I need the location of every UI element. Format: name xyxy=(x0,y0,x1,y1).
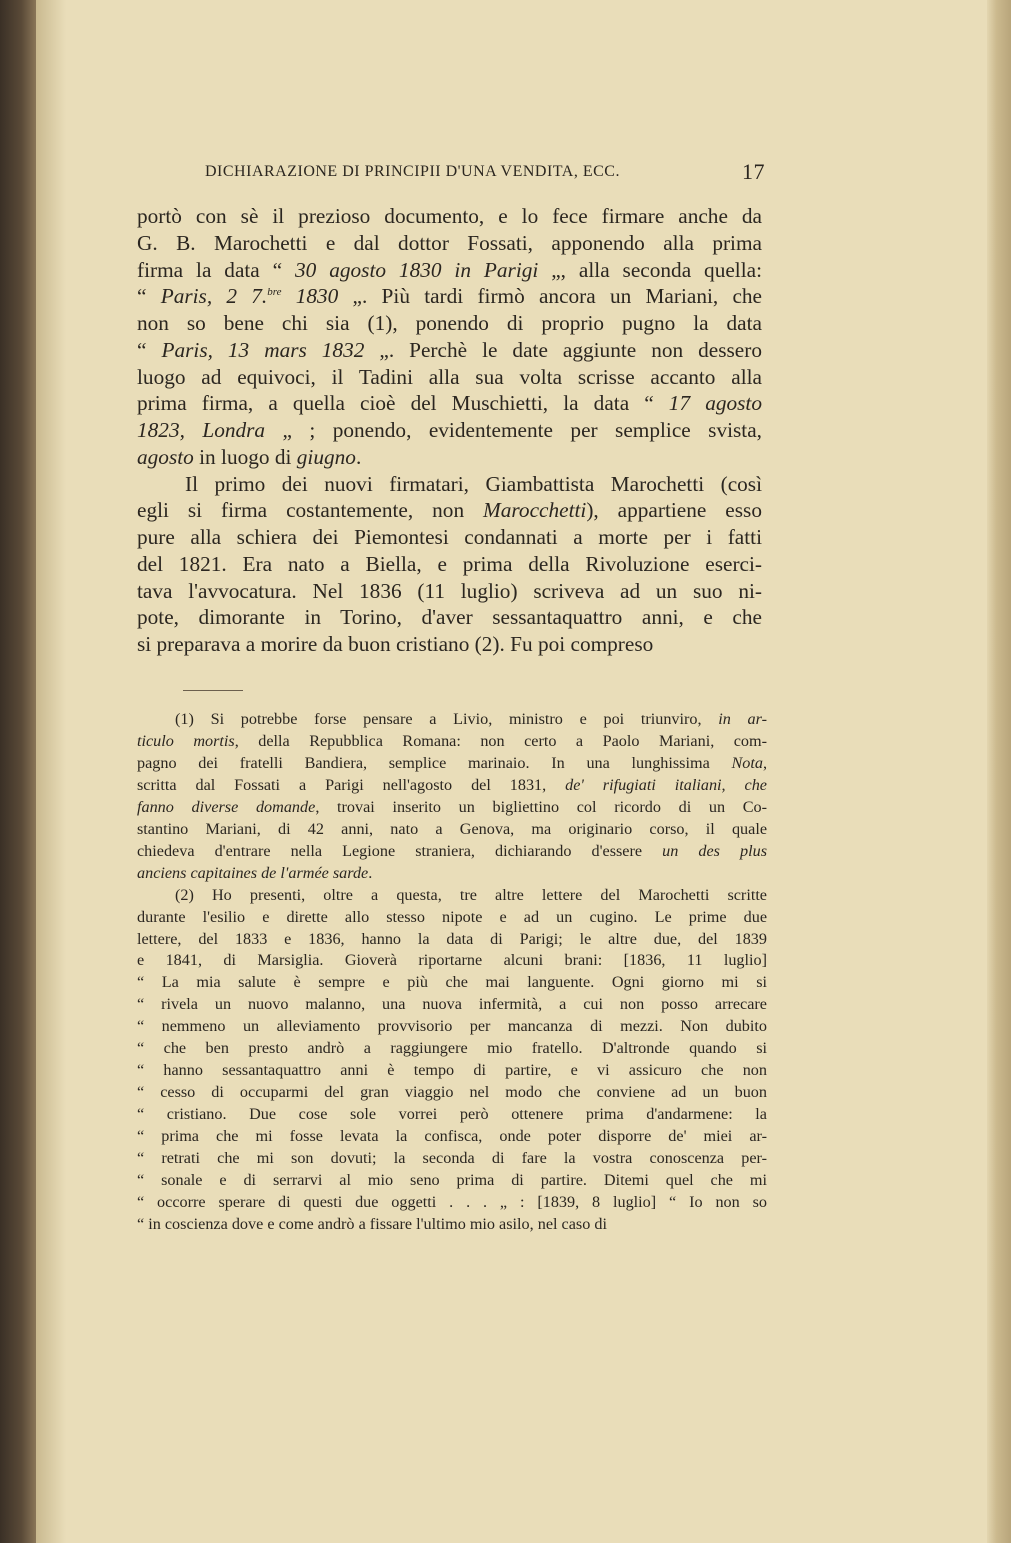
text-span: durante l'esilio e dirette allo stesso nipote e ad un cugino. Le prime due xyxy=(137,907,767,926)
text-line xyxy=(137,1082,767,1104)
text-span: . xyxy=(368,863,373,882)
text-span: G. B. Marochetti e dal dottor Fossati, apponendo alla prima xyxy=(137,230,762,255)
text-span: in luogo di xyxy=(193,444,297,469)
text-span: si preparava a morire da buon cristiano (2). Fu poi compreso xyxy=(137,632,654,656)
italic-text: Nota xyxy=(731,753,763,772)
text-span: „. Più tardi firmò ancora un Mariani, che xyxy=(338,284,762,309)
page-right-edge xyxy=(987,0,1011,1543)
text-span: ), appartiene esso xyxy=(586,498,762,523)
text-span: “ La mia salute è sempre e più che mai languente. Ogni giorno mi si xyxy=(137,973,767,992)
text-line xyxy=(137,364,762,391)
text-span: , trovai inserito un bigliettino col ricordo di un Co- xyxy=(315,797,768,816)
running-title: DICHIARAZIONE DI PRINCIPII D'UNA VENDITA, ECC. xyxy=(205,163,620,180)
text-line xyxy=(137,203,762,230)
text-line xyxy=(137,1148,767,1170)
text-line xyxy=(137,1038,767,1060)
text-span: firma la data “ xyxy=(137,257,296,282)
text-line xyxy=(137,471,762,498)
text-span: „ ; ponendo, evidentemente per semplice svista, xyxy=(265,418,763,442)
text-line xyxy=(137,1214,767,1236)
text-span: non so bene chi sia (1), ponendo di proprio pugno la data xyxy=(137,311,762,335)
text-line xyxy=(137,444,762,471)
italic-text: 17 agosto xyxy=(668,391,762,416)
text-line xyxy=(137,551,762,578)
text-span: „. Perchè le date aggiunte non dessero xyxy=(364,337,763,362)
italic-text: Paris, 2 7. xyxy=(160,284,268,309)
text-line xyxy=(137,257,762,284)
italic-text: de' rifugiati italiani, che xyxy=(565,775,767,794)
text-line xyxy=(137,819,767,841)
text-line xyxy=(137,1170,767,1192)
text-span: “ nemmeno un alleviamento provvisorio per mancanza di mezzi. Non dubito xyxy=(137,1017,767,1036)
text-line xyxy=(137,753,767,775)
text-span: (2) Ho presenti, oltre a questa, tre altre lettere del Marochetti scritte xyxy=(175,885,767,904)
italic-text: 1823, Londra xyxy=(137,418,266,442)
text-line xyxy=(137,230,762,257)
page-number: 17 xyxy=(742,159,765,184)
text-span: portò con sè il prezioso documento, e lo fece firmare anche da xyxy=(137,204,762,228)
text-span: pote, dimorante in Torino, d'aver sessantaquattro anni, e che xyxy=(137,605,762,630)
text-line xyxy=(137,604,762,631)
text-span: e 1841, di Marsiglia. Gioverà riportarne alcuni brani: [1836, 11 luglio] xyxy=(137,951,767,970)
italic-text: 1830 xyxy=(281,284,339,309)
text-line xyxy=(137,709,767,731)
text-line xyxy=(137,417,762,444)
text-line xyxy=(137,841,767,863)
italic-text: ticulo mortis xyxy=(137,731,235,750)
text-line xyxy=(137,1060,767,1082)
text-span: “ occorre sperare di questi due oggetti . . . „ : [1839, 8 luglio] “ Io non so xyxy=(137,1192,767,1211)
text-span: “ retrati che mi son dovuti; la seconda di fare la vostra conoscenza per- xyxy=(137,1149,767,1168)
text-line xyxy=(137,497,762,524)
text-span: (1) Si potrebbe forse pensare a Livio, ministro e poi triunviro, xyxy=(175,710,719,728)
text-span: “ xyxy=(137,284,161,309)
text-line xyxy=(137,578,762,605)
superscript: bre xyxy=(267,286,282,299)
text-line xyxy=(137,731,767,753)
text-span: egli si firma costantemente, non xyxy=(137,498,484,523)
text-span: luogo ad equivoci, il Tadini alla sua volta scrisse accanto alla xyxy=(137,364,762,389)
text-span: “ cesso di occuparmi del gran viaggio nel modo che conviene ad un buon xyxy=(137,1083,767,1102)
italic-text: fanno diverse domande xyxy=(137,797,316,816)
text-span: del 1821. Era nato a Biella, e prima della Rivoluzione eserci- xyxy=(137,551,762,576)
text-line xyxy=(137,631,762,658)
body-text xyxy=(137,203,762,658)
text-span: “ sonale e di serrarvi al mio seno prima di partire. Ditemi quel che mi xyxy=(137,1171,767,1190)
text-line xyxy=(137,863,767,885)
text-line xyxy=(137,994,767,1016)
italic-text: 30 agosto 1830 in Parigi xyxy=(295,257,539,282)
text-span: Il primo dei nuovi firmatari, Giambattista Marochetti (così xyxy=(185,471,762,496)
italic-text: Paris, 13 mars 1832 xyxy=(161,337,365,362)
text-line xyxy=(137,775,767,797)
text-line xyxy=(137,390,762,417)
running-header xyxy=(205,159,765,184)
text-line xyxy=(137,310,762,337)
text-span: . xyxy=(355,444,362,469)
text-line xyxy=(137,797,767,819)
text-line xyxy=(137,1192,767,1214)
italic-text: agosto xyxy=(137,444,194,469)
text-span: prima firma, a quella cioè del Muschietti, la data “ xyxy=(137,391,669,416)
text-span: „, alla seconda quella: xyxy=(538,257,762,282)
text-line xyxy=(137,1104,767,1126)
text-line xyxy=(137,972,767,994)
text-line xyxy=(137,1126,767,1148)
text-line xyxy=(137,283,762,310)
italic-text: giugno xyxy=(296,444,356,469)
text-line xyxy=(137,1016,767,1038)
text-span: “ xyxy=(137,337,162,362)
text-span: “ cristiano. Due cose sole vorrei però ottenere prima d'andarmene: la xyxy=(137,1105,767,1124)
text-span: , della Repubblica Romana: non certo a Paolo Mariani, com- xyxy=(234,731,767,750)
text-line xyxy=(137,907,767,929)
footnote-separator xyxy=(183,690,243,691)
book-binding-edge xyxy=(0,0,36,1543)
text-span: scritta dal Fossati a Parigi nell'agosto del 1831, xyxy=(137,775,566,794)
text-span: “ in coscienza dove e come andrò a fissare l'ultimo mio asilo, nel caso di xyxy=(137,1214,607,1233)
page-gutter-shadow xyxy=(36,0,66,1543)
italic-text: anciens capitaines de l'armée sarde xyxy=(137,863,369,882)
footnotes xyxy=(137,709,767,1236)
italic-text: Marocchetti xyxy=(483,498,587,523)
text-span: pagno dei fratelli Bandiera, semplice marinaio. In una lunghissima xyxy=(137,753,732,772)
text-span: chiedeva d'entrare nella Legione straniera, dichiarando d'essere xyxy=(137,841,663,860)
text-span: pure alla schiera dei Piemontesi condannati a morte per i fatti xyxy=(137,525,762,549)
text-span: lettere, del 1833 e 1836, hanno la data di Parigi; le altre due, del 1839 xyxy=(137,929,767,948)
text-line xyxy=(137,337,762,364)
text-line xyxy=(137,885,767,907)
text-span: “ prima che mi fosse levata la confisca, onde poter disporre de' miei ar- xyxy=(137,1127,767,1146)
text-line xyxy=(137,950,767,972)
text-span: , xyxy=(762,753,767,772)
italic-text: un des plus xyxy=(662,841,767,860)
text-line xyxy=(137,524,762,551)
text-span: “ che ben presto andrò a raggiungere mio fratello. D'altronde quando si xyxy=(137,1039,767,1058)
text-span: “ hanno sessantaquattro anni è tempo di partire, e vi assicuro che non xyxy=(137,1061,767,1080)
text-span: tava l'avvocatura. Nel 1836 (11 luglio) scriveva ad un suo ni- xyxy=(137,578,762,603)
text-span: “ rivela un nuovo malanno, una nuova infermità, a cui non posso arrecare xyxy=(137,995,767,1014)
italic-text: in ar- xyxy=(718,710,767,728)
text-span: stantino Mariani, di 42 anni, nato a Genova, ma originario corso, il quale xyxy=(137,819,767,838)
text-line xyxy=(137,929,767,951)
